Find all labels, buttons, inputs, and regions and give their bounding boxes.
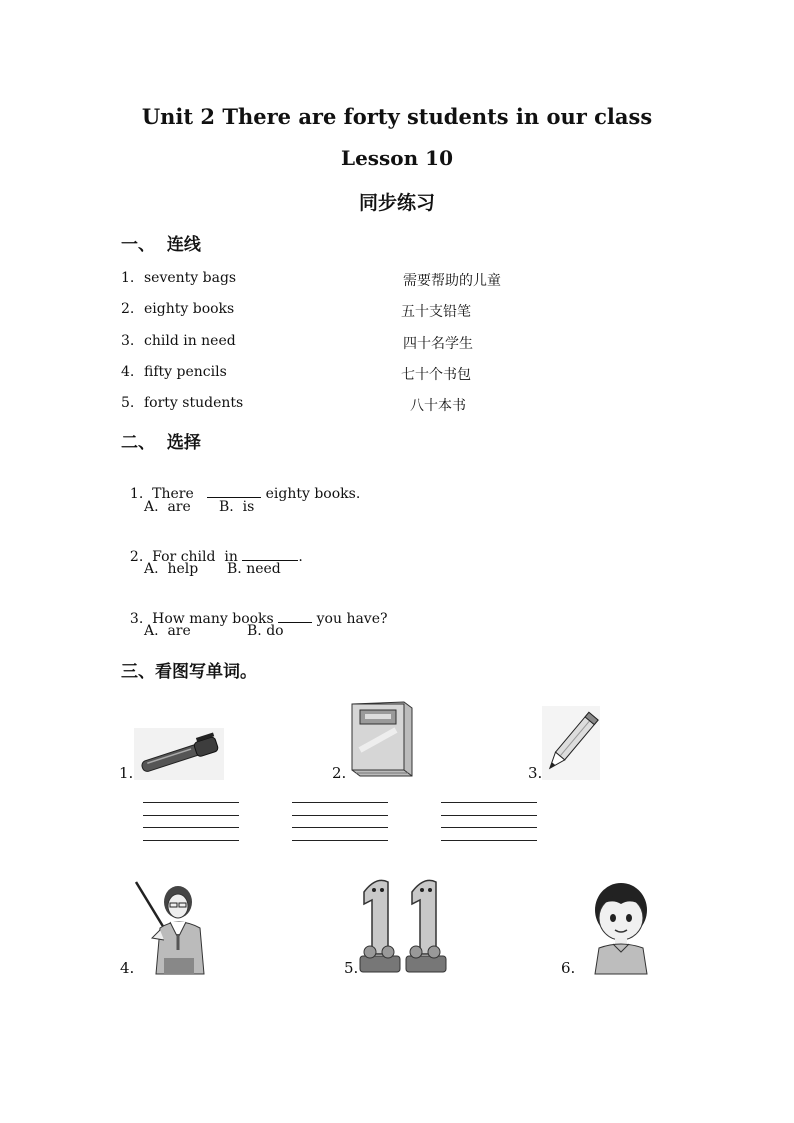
list-item: fifty pencils (144, 364, 227, 380)
list-item: 需要帮助的儿童 (403, 273, 501, 289)
answer-blank[interactable] (207, 483, 261, 498)
item-number: 3. (129, 611, 144, 627)
item-number: 4. (121, 364, 135, 380)
pencil-icon (542, 706, 600, 780)
list-item (121, 270, 134, 286)
writing-lines[interactable] (292, 802, 388, 852)
section3-heading: 三、看图写单词。 (121, 662, 257, 682)
list-item: 五十支铅笔 (401, 304, 471, 320)
item-number: 3. (121, 333, 135, 349)
pen-icon (134, 728, 224, 780)
item-number: 1. (119, 764, 134, 782)
boy-icon (585, 880, 661, 974)
writing-lines[interactable] (441, 802, 537, 852)
answer-blank[interactable] (278, 608, 312, 623)
question-3 (121, 592, 388, 627)
exercise-subtitle: 同步练习 (358, 192, 435, 214)
question-2 (121, 530, 303, 565)
option-a[interactable]: A. are (144, 499, 191, 515)
question-1 (121, 467, 360, 502)
lesson-title: Lesson 10 (341, 146, 453, 170)
section2-heading: 二、 选择 (121, 433, 201, 453)
list-item: 七十个书包 (401, 367, 471, 383)
writing-lines[interactable] (143, 802, 239, 852)
list-item: seventy bags (144, 270, 237, 286)
question-text: For child in (152, 549, 243, 565)
question-text: How many books (152, 611, 279, 627)
item-number: 2. (129, 549, 144, 565)
item-number: 5. (121, 395, 135, 411)
option-b[interactable]: B. need (227, 561, 281, 577)
item-number: 1. (121, 270, 135, 286)
item-number: 1. (129, 486, 144, 502)
item-number: 3. (528, 764, 543, 782)
list-item: eighty books (144, 301, 235, 317)
item-number: 6. (561, 959, 576, 977)
question-text: . (298, 549, 303, 565)
unit-title: Unit 2 There are forty students in our class (141, 104, 653, 129)
list-item: 四十名学生 (403, 336, 473, 352)
number-eleven-icon (358, 874, 452, 974)
item-number: 2. (121, 301, 135, 317)
question-text: you have? (312, 611, 388, 627)
book-icon (346, 700, 416, 778)
list-item: 八十本书 (410, 398, 466, 414)
item-number: 4. (120, 959, 135, 977)
answer-blank[interactable] (242, 546, 298, 561)
option-a[interactable]: A. are (144, 623, 191, 639)
option-a[interactable]: A. help (144, 561, 199, 577)
teacher-icon (134, 878, 210, 974)
question-text: There (152, 486, 199, 502)
item-number: 2. (332, 764, 347, 782)
list-item: forty students (144, 395, 244, 411)
option-b[interactable]: B. is (219, 499, 255, 515)
option-b[interactable]: B. do (247, 623, 284, 639)
question-text: eighty books. (261, 486, 361, 502)
section1-heading: 一、 连线 (121, 235, 201, 255)
item-number: 5. (344, 959, 359, 977)
list-item: child in need (144, 333, 236, 349)
